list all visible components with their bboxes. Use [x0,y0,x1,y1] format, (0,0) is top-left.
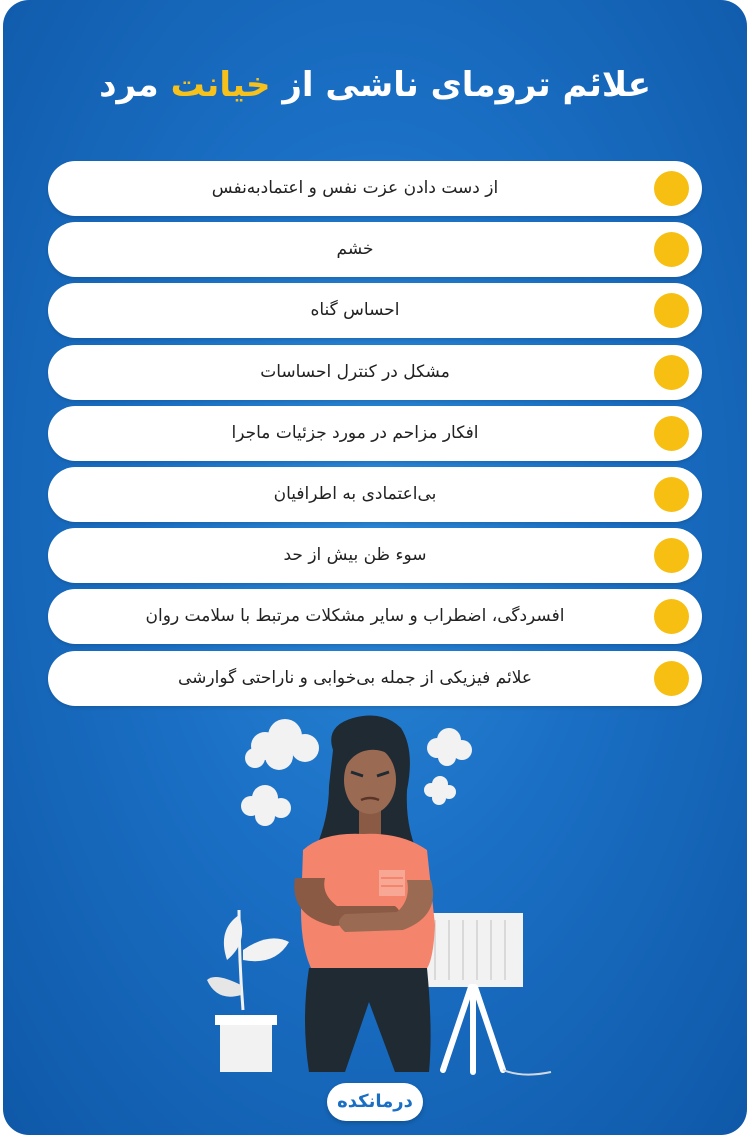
thought-cloud-icon [424,776,456,805]
bullet-dot-icon [654,232,689,267]
list-item-text: علائم فیزیکی از جمله بی‌خوابی و ناراحتی گوارشی [178,667,532,688]
bullet-dot-icon [654,171,689,206]
bullet-dot-icon [654,416,689,451]
list-item-text: از دست دادن عزت نفس و اعتمادبه‌نفس [211,178,499,198]
list-item [48,528,702,583]
page-title [3,60,747,110]
bullet-dot-icon [654,293,689,328]
list-item-text: خشم [336,239,374,260]
logo-text: درمانکده [337,1091,413,1112]
woman-figure [294,716,435,1072]
list-item [48,161,702,216]
thought-cloud-icon [241,785,291,826]
list-item [48,406,702,461]
list-item-text: افکار مزاحم در مورد جزئیات ماجرا [231,422,479,443]
list-item-text: مشکل در کنترل احساسات [260,361,450,382]
infographic-card [3,0,747,1135]
list-item-text: افسردگی، اضطراب و سایر مشکلات مرتبط با سلامت روان [145,606,565,627]
bullet-dot-icon [654,477,689,512]
thought-cloud-icon [427,728,472,766]
symptoms-list [48,161,702,712]
thought-cloud-icon [245,719,319,770]
list-item [48,651,702,706]
list-item [48,345,702,400]
list-item [48,467,702,522]
easel-board-icon [421,913,551,1075]
list-item-text: بی‌اعتمادی به اطرافیان [273,483,437,504]
bullet-dot-icon [654,538,689,573]
bullet-dot-icon [654,661,689,696]
title-highlight: خیانت [170,65,271,105]
brand-logo[interactable] [327,1083,423,1121]
plant-icon [207,910,289,1072]
list-item-text: احساس گناه [310,300,400,321]
illustration [3,710,747,1135]
list-item-text: سوء ظن بیش از حد [283,545,427,566]
title-suffix: مرد [99,65,171,105]
title-prefix: علائم ترومای ناشی از [270,65,651,105]
list-item [48,283,702,338]
bullet-dot-icon [654,355,689,390]
list-item [48,222,702,277]
list-item [48,589,702,644]
bullet-dot-icon [654,599,689,634]
